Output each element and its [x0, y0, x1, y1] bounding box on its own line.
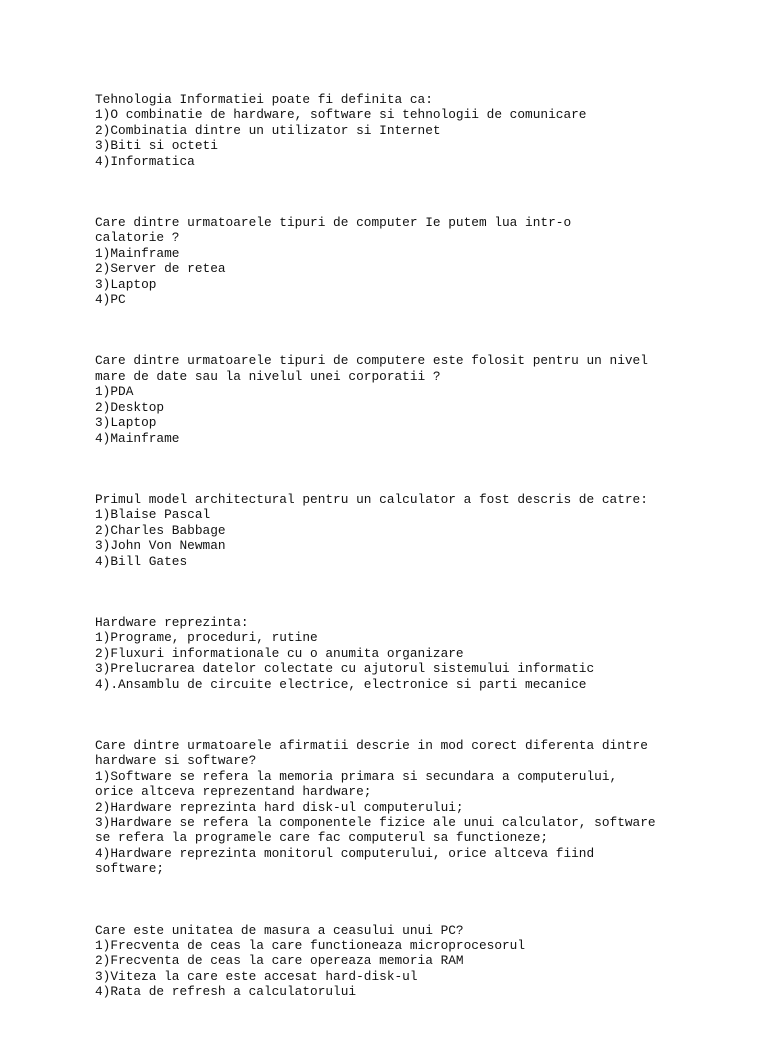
answer-option: 4)Mainframe	[95, 430, 180, 446]
question-1	[95, 92, 755, 169]
document-page	[95, 92, 755, 1046]
question-2	[95, 215, 755, 307]
question-text: Care dintre urmatoarele afirmatii descrie in mod corect diferenta dintre	[95, 737, 648, 753]
answer-option: 1)Programe, proceduri, rutine	[95, 630, 318, 646]
answer-option: 4)Bill Gates	[95, 553, 188, 569]
answer-option: 3)Hardware se refera la componentele fizice ale unui calculator, software	[95, 815, 656, 830]
question-3	[95, 353, 755, 445]
answer-option: 4)PC	[95, 292, 126, 308]
question-text: Care dintre urmatoarele tipuri de computere este folosit pentru un nivel	[95, 353, 648, 369]
answer-option: 1)Mainframe	[95, 245, 180, 261]
answer-option: 3)Biti si octeti	[95, 138, 218, 154]
answer-option: 4)Hardware reprezinta monitorul computerului, orice altceva fiind	[95, 845, 595, 861]
answer-option: 2)Combinatia dintre un utilizator si Internet	[95, 122, 441, 138]
question-7	[95, 923, 755, 1000]
answer-option: 3)Viteza la care este accesat hard-disk-ul	[95, 968, 418, 984]
answer-option: 1)Blaise Pascal	[95, 507, 211, 523]
answer-option: se refera la programele care fac computerul sa functioneze;	[95, 830, 549, 846]
answer-option: software;	[95, 861, 165, 877]
question-text: Care dintre urmatoarele tipuri de computer Ie putem lua intr-o	[95, 215, 572, 231]
answer-option: 2)Fluxuri informationale cu o anumita organizare	[95, 645, 464, 661]
answer-option: 2)Charles Babbage	[95, 522, 226, 538]
answer-option: 4)Informatica	[95, 153, 195, 169]
answer-option: 2)Desktop	[95, 399, 165, 415]
answer-option: orice altceva reprezentand hardware;	[95, 784, 372, 800]
answer-option: 3)Prelucrarea datelor colectate cu ajutorul sistemului informatic	[95, 661, 595, 677]
question-text: hardware si software?	[95, 753, 257, 769]
question-5	[95, 615, 755, 692]
answer-option: 1)O combinatie de hardware, software si tehnologii de comunicare	[95, 107, 587, 123]
answer-option: 4)Rata de refresh a calculatorului	[95, 984, 357, 1000]
answer-option: 2)Frecventa de ceas la care opereaza memoria RAM	[95, 953, 464, 969]
answer-option: 1)PDA	[95, 384, 134, 400]
question-text: calatorie ?	[95, 230, 180, 246]
answer-option: 2)Hardware reprezinta hard disk-ul computerului;	[95, 799, 464, 815]
question-4	[95, 492, 755, 569]
question-text: Primul model architectural pentru un calculator a fost descris de catre:	[95, 491, 648, 507]
question-text: Care este unitatea de masura a ceasului unui PC?	[95, 922, 464, 938]
answer-option: 4).Ansamblu de circuite electrice, electronice si parti mecanice	[95, 676, 587, 692]
answer-option: 3)Laptop	[95, 415, 157, 431]
answer-option: 3)Laptop	[95, 276, 157, 292]
answer-option: 1)Frecventa de ceas la care functioneaza microprocesorul	[95, 938, 526, 954]
question-text: Hardware reprezinta:	[95, 614, 249, 630]
question-text: Tehnologia Informatiei poate fi definita ca:	[95, 92, 433, 107]
question-6	[95, 738, 755, 877]
answer-option: 2)Server de retea	[95, 261, 226, 277]
answer-option: 3)John Von Newman	[95, 538, 226, 554]
question-text: mare de date sau la nivelul unei corporatii ?	[95, 368, 441, 384]
answer-option: 1)Software se refera la memoria primara si secundara a computerului,	[95, 768, 618, 784]
